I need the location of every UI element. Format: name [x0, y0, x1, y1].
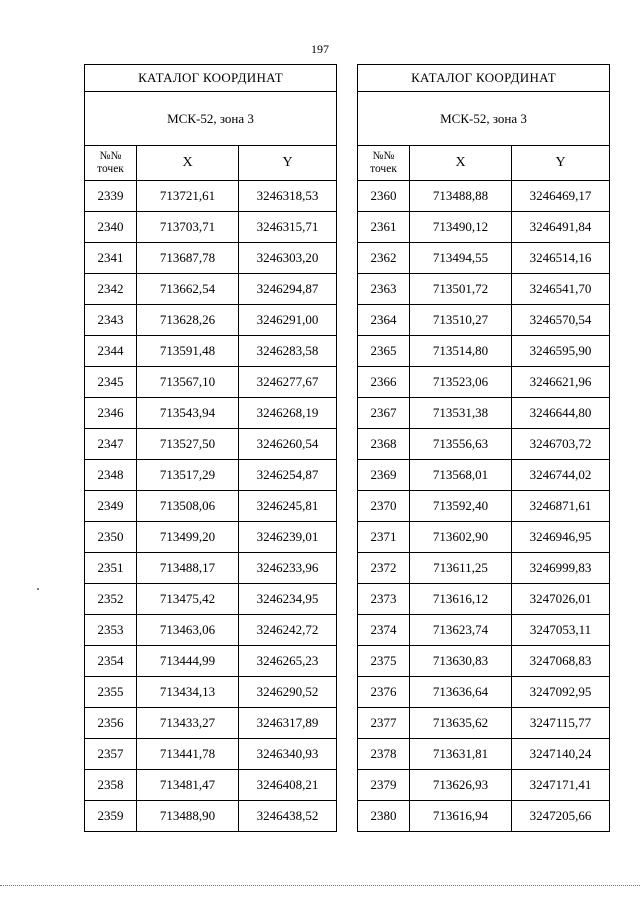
table-row	[85, 367, 337, 398]
point-number-cell: 2371	[358, 522, 410, 553]
x-coordinate-cell: 713687,78	[137, 243, 239, 274]
table-title: КАТАЛОГ КООРДИНАТ	[85, 65, 337, 92]
y-coordinate-cell: 3247205,66	[512, 801, 610, 832]
coordinate-table-right	[357, 64, 610, 832]
x-coordinate-cell: 713628,26	[137, 305, 239, 336]
point-number-cell: 2360	[358, 181, 410, 212]
y-coordinate-cell: 3246303,20	[239, 243, 337, 274]
point-number-cell: 2370	[358, 491, 410, 522]
table-row	[358, 770, 610, 801]
point-number-cell: 2349	[85, 491, 137, 522]
table-row	[85, 274, 337, 305]
y-coordinate-cell: 3246946,95	[512, 522, 610, 553]
x-coordinate-cell: 713499,20	[137, 522, 239, 553]
y-coordinate-cell: 3246744,02	[512, 460, 610, 491]
point-number-cell: 2357	[85, 739, 137, 770]
table-row	[358, 584, 610, 615]
column-header-x: X	[137, 146, 239, 181]
y-coordinate-cell: 3246318,53	[239, 181, 337, 212]
y-coordinate-cell: 3246283,58	[239, 336, 337, 367]
scan-speck	[37, 588, 39, 590]
table-row	[85, 584, 337, 615]
table-row	[85, 739, 337, 770]
point-number-cell: 2378	[358, 739, 410, 770]
point-number-cell: 2350	[85, 522, 137, 553]
point-number-cell: 2368	[358, 429, 410, 460]
x-coordinate-cell: 713626,93	[410, 770, 512, 801]
point-number-cell: 2380	[358, 801, 410, 832]
table-title: КАТАЛОГ КООРДИНАТ	[358, 65, 610, 92]
point-number-cell: 2379	[358, 770, 410, 801]
y-coordinate-cell: 3246233,96	[239, 553, 337, 584]
point-number-cell: 2373	[358, 584, 410, 615]
point-number-cell: 2359	[85, 801, 137, 832]
point-number-cell: 2341	[85, 243, 137, 274]
x-coordinate-cell: 713523,06	[410, 367, 512, 398]
table-row	[358, 801, 610, 832]
y-coordinate-cell: 3246871,61	[512, 491, 610, 522]
table-row	[358, 460, 610, 491]
point-number-cell: 2342	[85, 274, 137, 305]
y-coordinate-cell: 3246260,54	[239, 429, 337, 460]
y-coordinate-cell: 3246254,87	[239, 460, 337, 491]
point-number-cell: 2361	[358, 212, 410, 243]
x-coordinate-cell: 713635,62	[410, 708, 512, 739]
x-coordinate-cell: 713517,29	[137, 460, 239, 491]
y-coordinate-cell: 3246438,52	[239, 801, 337, 832]
x-coordinate-cell: 713488,88	[410, 181, 512, 212]
y-coordinate-cell: 3246541,70	[512, 274, 610, 305]
y-coordinate-cell: 3246317,89	[239, 708, 337, 739]
point-number-cell: 2362	[358, 243, 410, 274]
point-number-cell: 2340	[85, 212, 137, 243]
table-row	[85, 677, 337, 708]
point-number-cell: 2358	[85, 770, 137, 801]
x-coordinate-cell: 713591,48	[137, 336, 239, 367]
y-coordinate-cell: 3247026,01	[512, 584, 610, 615]
point-number-cell: 2347	[85, 429, 137, 460]
x-coordinate-cell: 713510,27	[410, 305, 512, 336]
table-row	[358, 274, 610, 305]
table-row	[85, 646, 337, 677]
table-row	[358, 305, 610, 336]
point-number-cell: 2353	[85, 615, 137, 646]
x-coordinate-cell: 713568,01	[410, 460, 512, 491]
point-number-cell: 2346	[85, 398, 137, 429]
table-row	[85, 708, 337, 739]
table-row	[358, 367, 610, 398]
point-number-cell: 2377	[358, 708, 410, 739]
y-coordinate-cell: 3246408,21	[239, 770, 337, 801]
y-coordinate-cell: 3246595,90	[512, 336, 610, 367]
x-coordinate-cell: 713475,42	[137, 584, 239, 615]
table-row	[358, 212, 610, 243]
point-number-cell: 2343	[85, 305, 137, 336]
table-row	[85, 181, 337, 212]
y-coordinate-cell: 3247140,24	[512, 739, 610, 770]
y-coordinate-cell: 3246242,72	[239, 615, 337, 646]
table-row	[358, 646, 610, 677]
y-coordinate-cell: 3246491,84	[512, 212, 610, 243]
point-number-cell: 2345	[85, 367, 137, 398]
x-coordinate-cell: 713630,83	[410, 646, 512, 677]
point-number-cell: 2351	[85, 553, 137, 584]
x-coordinate-cell: 713444,99	[137, 646, 239, 677]
point-number-cell: 2366	[358, 367, 410, 398]
column-header-x: X	[410, 146, 512, 181]
table-row	[85, 770, 337, 801]
table-row	[85, 522, 337, 553]
point-number-cell: 2374	[358, 615, 410, 646]
point-number-cell: 2348	[85, 460, 137, 491]
y-coordinate-cell: 3246621,96	[512, 367, 610, 398]
x-coordinate-cell: 713602,90	[410, 522, 512, 553]
table-row	[85, 460, 337, 491]
y-coordinate-cell: 3246291,00	[239, 305, 337, 336]
x-coordinate-cell: 713441,78	[137, 739, 239, 770]
x-coordinate-cell: 713488,90	[137, 801, 239, 832]
x-coordinate-cell: 713631,81	[410, 739, 512, 770]
table-row	[358, 739, 610, 770]
table-row	[358, 708, 610, 739]
x-coordinate-cell: 713592,40	[410, 491, 512, 522]
x-coordinate-cell: 713662,54	[137, 274, 239, 305]
x-coordinate-cell: 713616,12	[410, 584, 512, 615]
table-row	[358, 677, 610, 708]
point-number-cell: 2354	[85, 646, 137, 677]
column-header-points: №№ точек	[358, 146, 410, 181]
point-number-cell: 2339	[85, 181, 137, 212]
table-row	[85, 801, 337, 832]
table-row	[358, 336, 610, 367]
table-row	[358, 615, 610, 646]
point-number-cell: 2364	[358, 305, 410, 336]
x-coordinate-cell: 713556,63	[410, 429, 512, 460]
y-coordinate-cell: 3246644,80	[512, 398, 610, 429]
x-coordinate-cell: 713567,10	[137, 367, 239, 398]
x-coordinate-cell: 713611,25	[410, 553, 512, 584]
table-row	[358, 181, 610, 212]
y-coordinate-cell: 3246570,54	[512, 305, 610, 336]
table-row	[85, 336, 337, 367]
coordinate-table-left	[84, 64, 337, 832]
x-coordinate-cell: 713636,64	[410, 677, 512, 708]
column-header-y: Y	[512, 146, 610, 181]
table-row	[358, 429, 610, 460]
y-coordinate-cell: 3247115,77	[512, 708, 610, 739]
point-number-cell: 2375	[358, 646, 410, 677]
y-coordinate-cell: 3246245,81	[239, 491, 337, 522]
x-coordinate-cell: 713721,61	[137, 181, 239, 212]
table-subtitle: МСК-52, зона 3	[358, 92, 610, 146]
point-number-cell: 2356	[85, 708, 137, 739]
y-coordinate-cell: 3246999,83	[512, 553, 610, 584]
table-row	[358, 522, 610, 553]
x-coordinate-cell: 713531,38	[410, 398, 512, 429]
y-coordinate-cell: 3246234,95	[239, 584, 337, 615]
point-number-cell: 2352	[85, 584, 137, 615]
column-header-points: №№ точек	[85, 146, 137, 181]
table-row	[358, 398, 610, 429]
x-coordinate-cell: 713703,71	[137, 212, 239, 243]
y-coordinate-cell: 3247092,95	[512, 677, 610, 708]
point-number-cell: 2376	[358, 677, 410, 708]
x-coordinate-cell: 713623,74	[410, 615, 512, 646]
point-number-cell: 2365	[358, 336, 410, 367]
y-coordinate-cell: 3246315,71	[239, 212, 337, 243]
footer-rule	[0, 885, 640, 886]
y-coordinate-cell: 3246514,16	[512, 243, 610, 274]
table-row	[85, 429, 337, 460]
x-coordinate-cell: 713527,50	[137, 429, 239, 460]
page-number: 197	[311, 42, 329, 56]
table-row	[85, 615, 337, 646]
coordinate-catalogs	[84, 64, 610, 832]
x-coordinate-cell: 713481,47	[137, 770, 239, 801]
table-subtitle: МСК-52, зона 3	[85, 92, 337, 146]
y-coordinate-cell: 3246294,87	[239, 274, 337, 305]
column-header-y: Y	[239, 146, 337, 181]
y-coordinate-cell: 3247068,83	[512, 646, 610, 677]
table-row	[85, 553, 337, 584]
y-coordinate-cell: 3246340,93	[239, 739, 337, 770]
x-coordinate-cell: 713501,72	[410, 274, 512, 305]
table-row	[358, 243, 610, 274]
point-number-cell: 2372	[358, 553, 410, 584]
x-coordinate-cell: 713490,12	[410, 212, 512, 243]
table-row	[85, 491, 337, 522]
point-number-cell: 2369	[358, 460, 410, 491]
point-number-cell: 2355	[85, 677, 137, 708]
table-row	[358, 553, 610, 584]
y-coordinate-cell: 3246290,52	[239, 677, 337, 708]
table-row	[85, 305, 337, 336]
x-coordinate-cell: 713494,55	[410, 243, 512, 274]
x-coordinate-cell: 713433,27	[137, 708, 239, 739]
x-coordinate-cell: 713488,17	[137, 553, 239, 584]
table-row	[358, 491, 610, 522]
y-coordinate-cell: 3246469,17	[512, 181, 610, 212]
x-coordinate-cell: 713514,80	[410, 336, 512, 367]
point-number-cell: 2367	[358, 398, 410, 429]
y-coordinate-cell: 3246265,23	[239, 646, 337, 677]
x-coordinate-cell: 713434,13	[137, 677, 239, 708]
y-coordinate-cell: 3246703,72	[512, 429, 610, 460]
table-row	[85, 398, 337, 429]
x-coordinate-cell: 713508,06	[137, 491, 239, 522]
point-number-cell: 2344	[85, 336, 137, 367]
x-coordinate-cell: 713463,06	[137, 615, 239, 646]
x-coordinate-cell: 713616,94	[410, 801, 512, 832]
y-coordinate-cell: 3247053,11	[512, 615, 610, 646]
table-row	[85, 243, 337, 274]
y-coordinate-cell: 3247171,41	[512, 770, 610, 801]
y-coordinate-cell: 3246239,01	[239, 522, 337, 553]
point-number-cell: 2363	[358, 274, 410, 305]
table-row	[85, 212, 337, 243]
y-coordinate-cell: 3246268,19	[239, 398, 337, 429]
y-coordinate-cell: 3246277,67	[239, 367, 337, 398]
x-coordinate-cell: 713543,94	[137, 398, 239, 429]
